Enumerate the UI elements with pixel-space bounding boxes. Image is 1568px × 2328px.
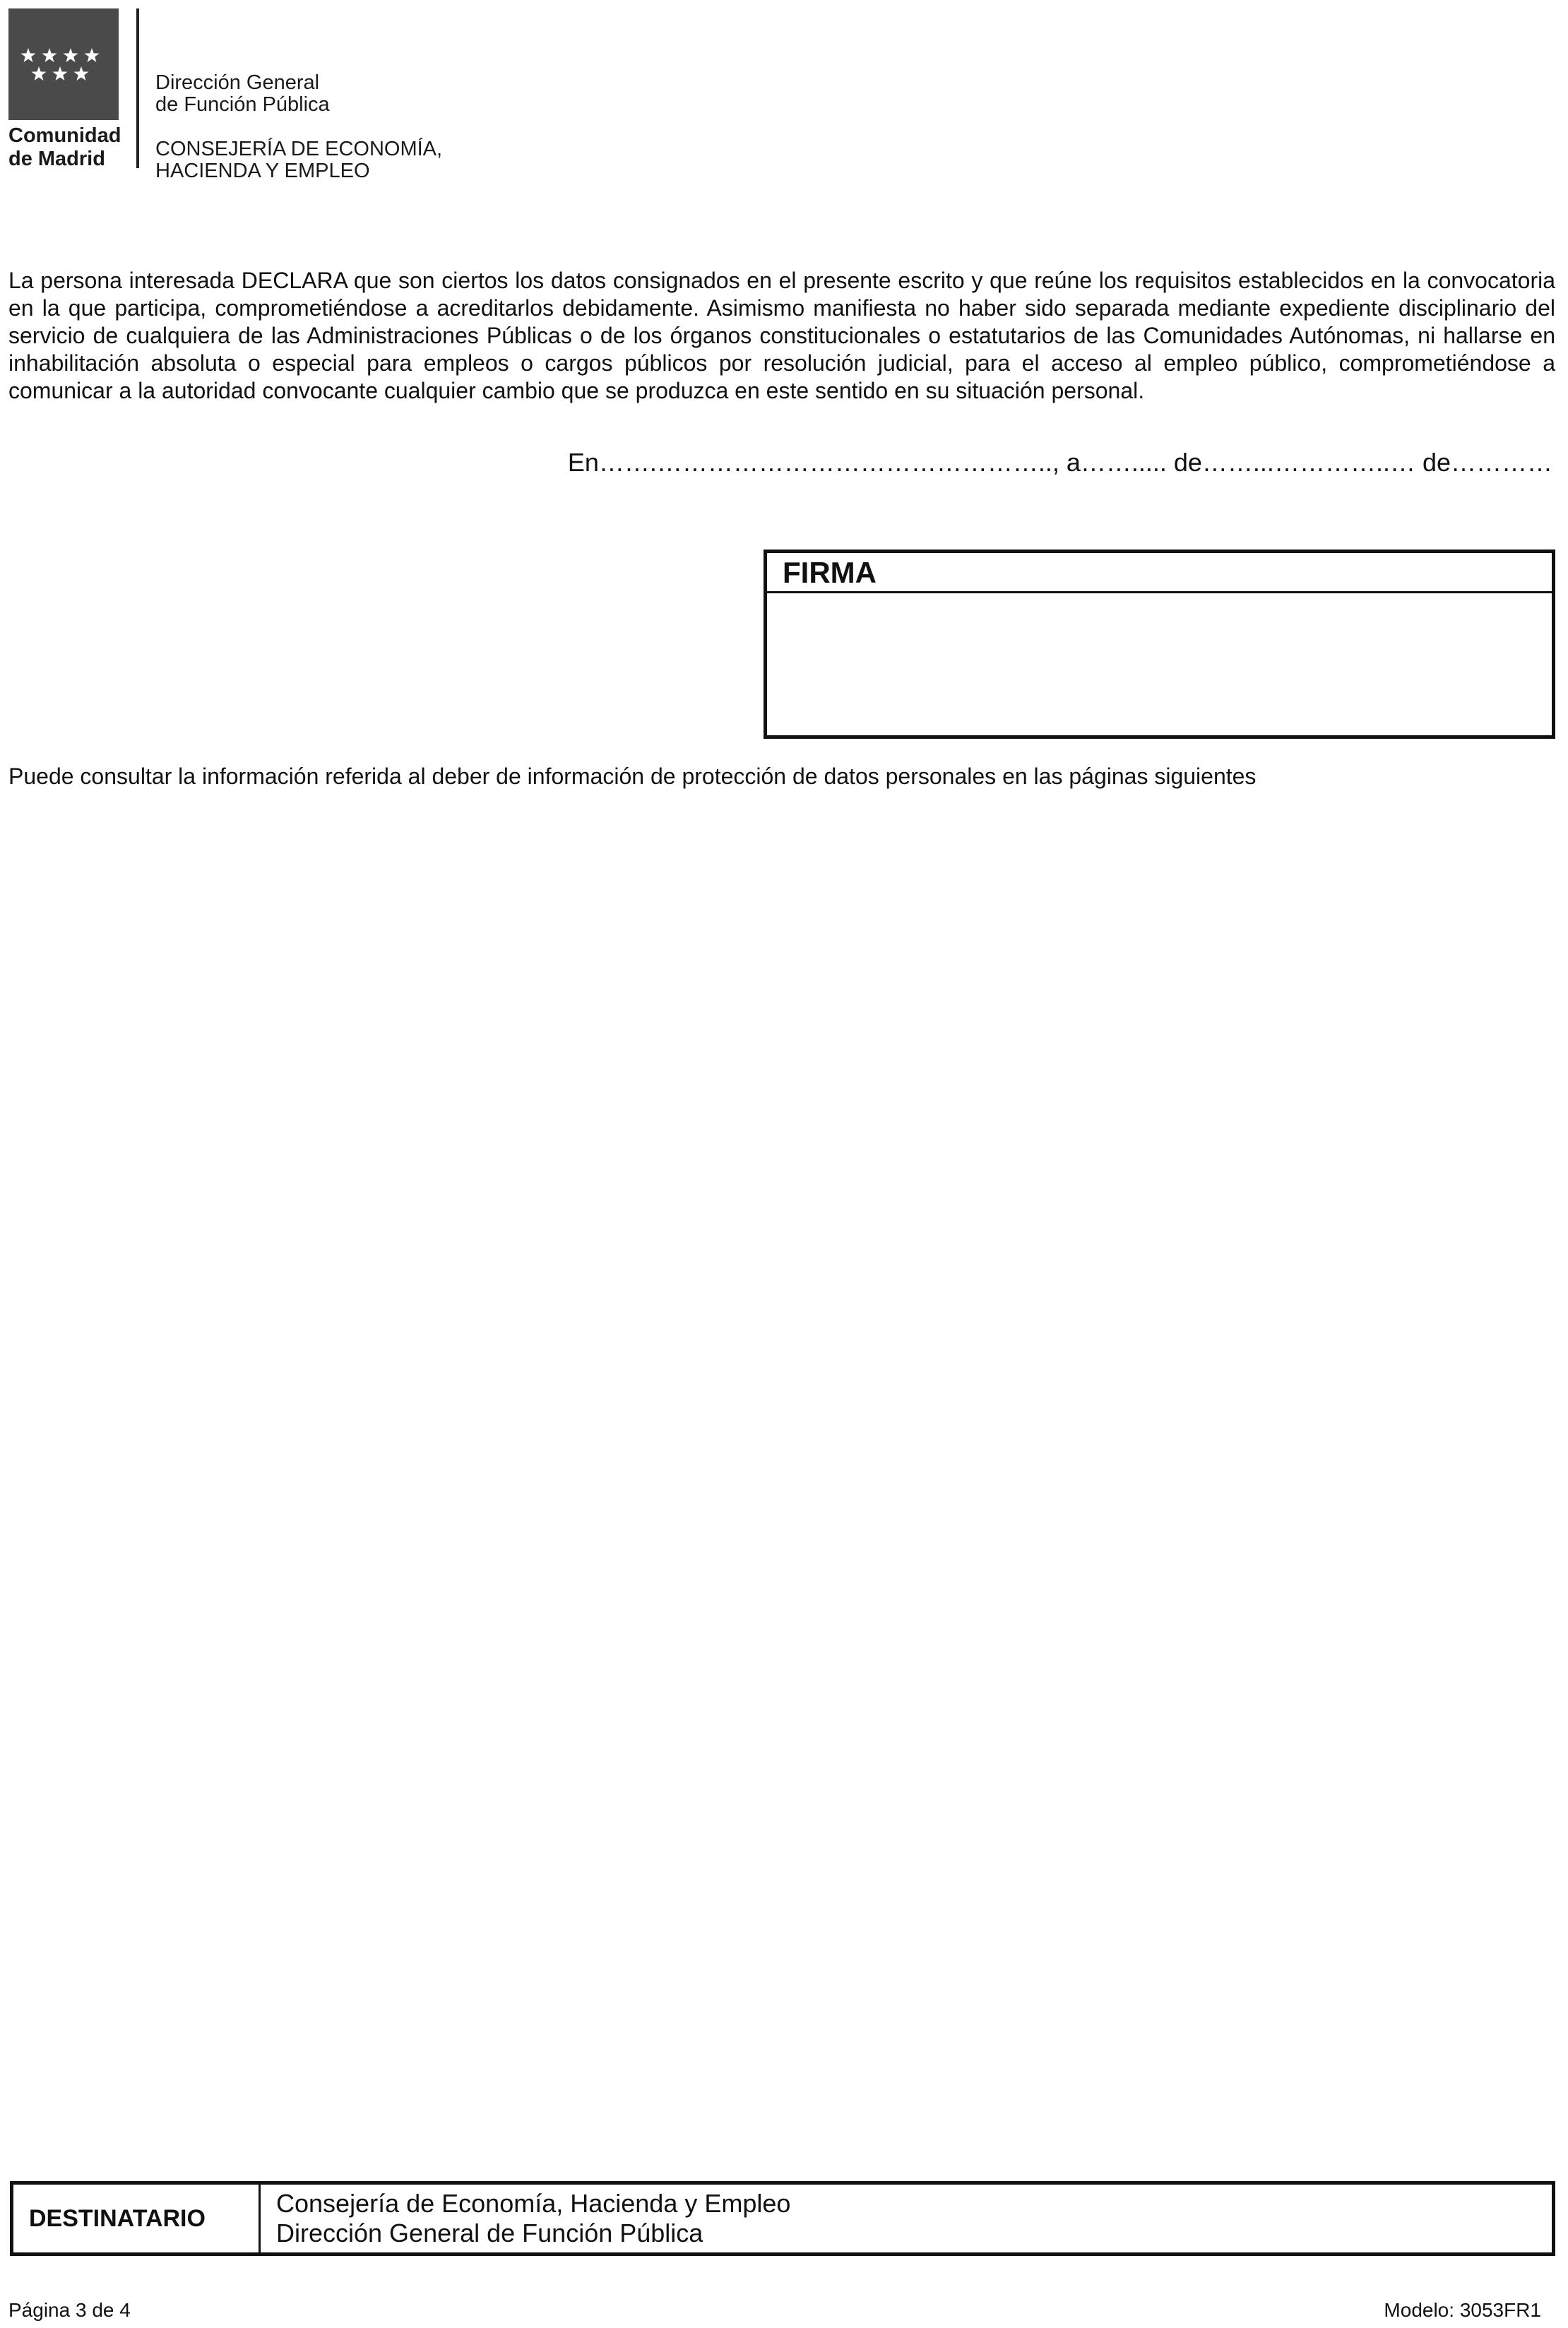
recipient-box [10,2181,1555,2256]
place-date-line[interactable]: En…….……………………………………….., a……..... de……...…………..… de………… [567,448,1552,477]
logo-name-line2: de Madrid [8,148,105,170]
form-model: Modelo: 3053FR1 [1384,2299,1541,2321]
dept-line1: Dirección General [155,71,320,94]
stars-icon [8,8,119,120]
data-protection-note: Puede consultar la información referida al deber de información de protección de datos personales en las páginas siguientes [8,764,1257,789]
signature-label: FIRMA [767,553,1552,593]
department-heading [155,72,442,182]
recipient-label: DESTINATARIO [13,2185,261,2252]
page-number: Página 3 de 4 [8,2299,131,2321]
logo-name-line1: Comunidad [8,124,121,147]
header-divider [136,8,139,168]
declaration-paragraph: La persona interesada DECLARA que son ciertos los datos consignados en el presente escrito y que reúne los requisitos establecidos en la convocatoria en la que participa, comprometiéndose a acreditarlos debidamente. Asimismo manifiesta no haber sido separada mediante expediente disciplinario del servicio de cualquiera de las Administraciones Públicas o de los órganos constitucionales o estatutarios de las Comunidades Autónomas, ni hallarse en inhabilitación absoluta o especial para empleos o cargos públicos por resolución judicial, para el acceso al empleo público, comprometiéndose a comunicar a la autoridad convocante cualquier cambio que se produzca en este sentido en su situación personal. [8,268,1555,403]
logo-wordmark [8,124,129,171]
signature-area[interactable] [767,593,1552,735]
recipient-address [261,2185,790,2252]
comunidad-madrid-logo [8,8,119,120]
signature-box[interactable] [764,550,1555,739]
ministry-line2: HACIENDA Y EMPLEO [155,160,370,182]
dept-line2: de Función Pública [155,93,330,116]
recipient-line2: Dirección General de Función Pública [276,2219,703,2247]
ministry-line1: CONSEJERÍA DE ECONOMÍA, [155,138,443,160]
recipient-line1: Consejería de Economía, Hacienda y Empleo [276,2189,791,2218]
